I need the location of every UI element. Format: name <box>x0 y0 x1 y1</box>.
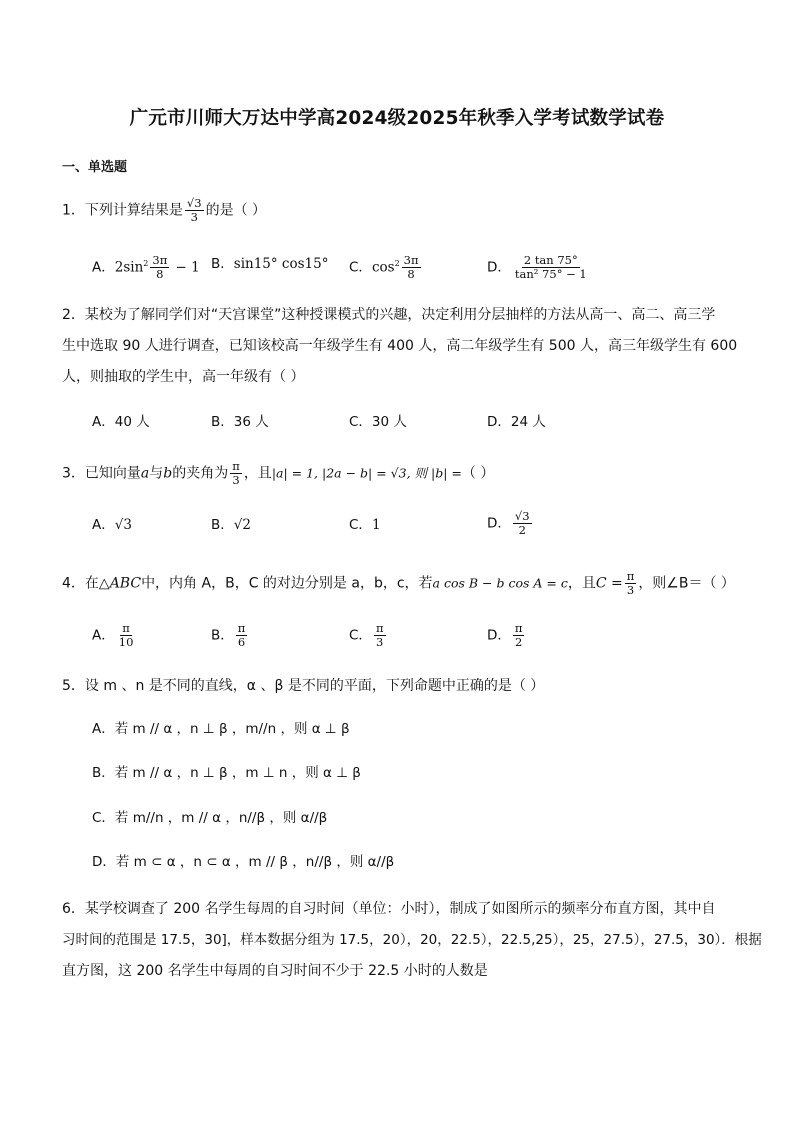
q3-d-fraction <box>513 510 532 537</box>
q1-a-sup: 2 <box>143 259 149 268</box>
section-heading: 一、单选题 <box>62 160 128 175</box>
q4-option-b[interactable] <box>211 622 249 649</box>
q1-c-prefix: cos <box>371 259 395 276</box>
q3-text-3: 的夹角为 <box>172 465 229 482</box>
q1-c-sup: 2 <box>394 259 400 268</box>
q1-a-frac-num: 3π <box>152 253 168 267</box>
q1-option-c[interactable] <box>349 254 423 281</box>
option-label: D． <box>487 515 511 532</box>
question-5-stem: 5．设 m 、n 是不同的直线，α 、β 是不同的平面，下列命题中正确的是（ ） <box>62 678 545 694</box>
option-label: C． <box>349 259 372 276</box>
q4-text-3: ，且 <box>567 575 596 592</box>
q1-c-fraction <box>402 254 421 281</box>
q3-option-b[interactable] <box>211 515 251 535</box>
q1-option-b[interactable] <box>211 254 328 274</box>
q4-a-num: π <box>122 621 130 635</box>
question-1-stem <box>62 197 266 224</box>
q3-d-num: √3 <box>514 509 530 523</box>
option-label: B． <box>211 517 234 533</box>
q3-text-2: 与 <box>149 465 164 482</box>
q4-option-d[interactable] <box>487 622 526 649</box>
q1-frac-den: 3 <box>190 210 198 224</box>
q4-d-fraction <box>513 622 525 649</box>
q4-cc-num: π <box>375 621 384 635</box>
q1-d-frac-num: 2 tan 75° <box>523 253 578 267</box>
q3-vector-b: b <box>163 465 173 482</box>
q3-angle-den: 3 <box>232 473 240 487</box>
q3-angle-num: π <box>232 459 240 473</box>
option-label: D． <box>487 259 511 276</box>
option-label: C． <box>349 627 372 644</box>
q1-a-prefix: 2sin <box>114 259 144 276</box>
option-label: B． <box>211 256 234 272</box>
q4-b-fraction <box>236 622 248 649</box>
q4-text-4: ，则∠B＝（ ） <box>638 575 735 592</box>
question-6-line-2: 习时间的范围是 17.5，30]，样本数据分组为 17.5，20），20，22.5），22.5,25），25，27.5），27.5，30）．根据 <box>62 932 762 948</box>
question-6-line-3: 直方图，这 200 名学生中每周的自习时间不少于 22.5 小时的人数是 <box>62 963 488 979</box>
q1-option-d[interactable] <box>487 254 591 281</box>
option-label: A． <box>92 627 115 644</box>
q4-b-num: π <box>237 621 246 635</box>
q4-c-eq: C = <box>595 575 623 592</box>
q5-option-b[interactable]: B．若 m // α ，n ⊥ β ，m ⊥ n ，则 α ⊥ β <box>92 765 361 781</box>
question-6-line-1: 6．某学校调查了 200 名学生每周的自习时间（单位：小时），制成了如图所示的频率分布直方图，其中自 <box>62 901 716 917</box>
question-3-stem <box>62 460 494 487</box>
q3-option-a[interactable] <box>92 515 132 535</box>
page-title: 广元市川师大万达中学高2024级2025年秋季入学考试数学试卷 <box>129 108 665 129</box>
q1-option-a[interactable] <box>92 254 200 281</box>
question-2-line-1: 2．某校为了解同学们对“天宫课堂”这种授课模式的兴趣，决定利用分层抽样的方法从高一、高二、高三学 <box>62 307 716 323</box>
option-label: B． <box>211 627 234 644</box>
q1-a-frac-den: 8 <box>156 267 164 281</box>
q5-option-a[interactable]: A．若 m // α ，n ⊥ β ，m//n ，则 α ⊥ β <box>92 721 350 737</box>
option-label: A． <box>92 517 115 533</box>
q1-d-frac-den: tan² 75° − 1 <box>514 267 587 281</box>
q4-option-c[interactable] <box>349 622 388 649</box>
q4-d-num: π <box>514 621 523 635</box>
q3-option-d[interactable] <box>487 510 534 537</box>
option-label: D． <box>487 627 511 644</box>
q2-option-c[interactable]: C．30 人 <box>349 414 407 430</box>
q3-d-den: 2 <box>518 523 526 537</box>
q4-d-den: 2 <box>515 635 523 649</box>
q1-d-fraction <box>513 254 589 281</box>
q2-option-a[interactable]: A．40 人 <box>92 414 150 430</box>
q4-text-1: 4．在 <box>62 575 99 592</box>
q4-c-fraction <box>625 570 637 597</box>
q1-fraction <box>185 197 204 224</box>
option-label: C． <box>349 517 372 533</box>
q4-option-a[interactable] <box>92 622 137 649</box>
q3-vector-a: a <box>140 465 150 482</box>
q1-a-fraction <box>150 254 169 281</box>
q1-b-expr: sin15° cos15° <box>233 256 329 272</box>
q5-option-c[interactable]: C．若 m//n ，m // α ，n//β ，则 α//β <box>92 810 328 826</box>
q4-triangle: △ABC <box>98 575 142 592</box>
q5-option-d[interactable]: D．若 m ⊂ α ，n ⊂ α ，m // β ，n//β ，则 α//β <box>92 854 395 870</box>
q3-a-value: √3 <box>114 517 132 533</box>
q1-text-before: 1．下列计算结果是 <box>62 202 183 219</box>
question-2-line-2: 生中选取 90 人进行调查，已知该校高一年级学生有 400 人，高二年级学生有 500 人，高三年级学生有 600 <box>62 338 738 354</box>
q4-c-num: π <box>626 569 635 583</box>
q3-c-value: 1 <box>371 517 381 533</box>
q4-equation: a cos B − b cos A = c <box>432 575 568 591</box>
question-2-line-3: 人，则抽取的学生中，高一年级有（ ） <box>62 369 305 385</box>
q3-b-value: √2 <box>233 517 251 533</box>
q3-text-1: 3．已知向量 <box>62 465 141 482</box>
q4-cc-den: 3 <box>376 635 384 649</box>
q4-c-den: 3 <box>626 583 635 597</box>
q1-c-frac-den: 8 <box>407 267 415 281</box>
q4-cc-fraction <box>374 622 386 649</box>
q3-angle-fraction <box>230 460 242 487</box>
q1-c-frac-num: 3π <box>403 253 419 267</box>
q1-text-after: 的是（ ） <box>205 202 267 219</box>
q2-option-d[interactable]: D．24 人 <box>487 414 546 430</box>
q2-option-b[interactable]: B．36 人 <box>211 414 269 430</box>
q1-a-suffix: − 1 <box>171 259 200 276</box>
q3-text-5: （ ） <box>461 465 495 482</box>
option-label: A． <box>92 259 115 276</box>
q3-option-c[interactable] <box>349 515 381 535</box>
q4-a-den: 10 <box>118 635 134 649</box>
q1-frac-num: √3 <box>186 196 202 210</box>
q4-a-fraction <box>117 622 136 649</box>
q3-condition: |a| = 1, |2a − b| = √3, 则 |b| = <box>271 465 462 481</box>
q3-text-4: ，且 <box>243 465 272 482</box>
question-4-stem <box>62 570 735 597</box>
q4-b-den: 6 <box>237 635 246 649</box>
q4-text-2: 中，内角 A，B，C 的对边分别是 a，b，c，若 <box>141 575 433 592</box>
